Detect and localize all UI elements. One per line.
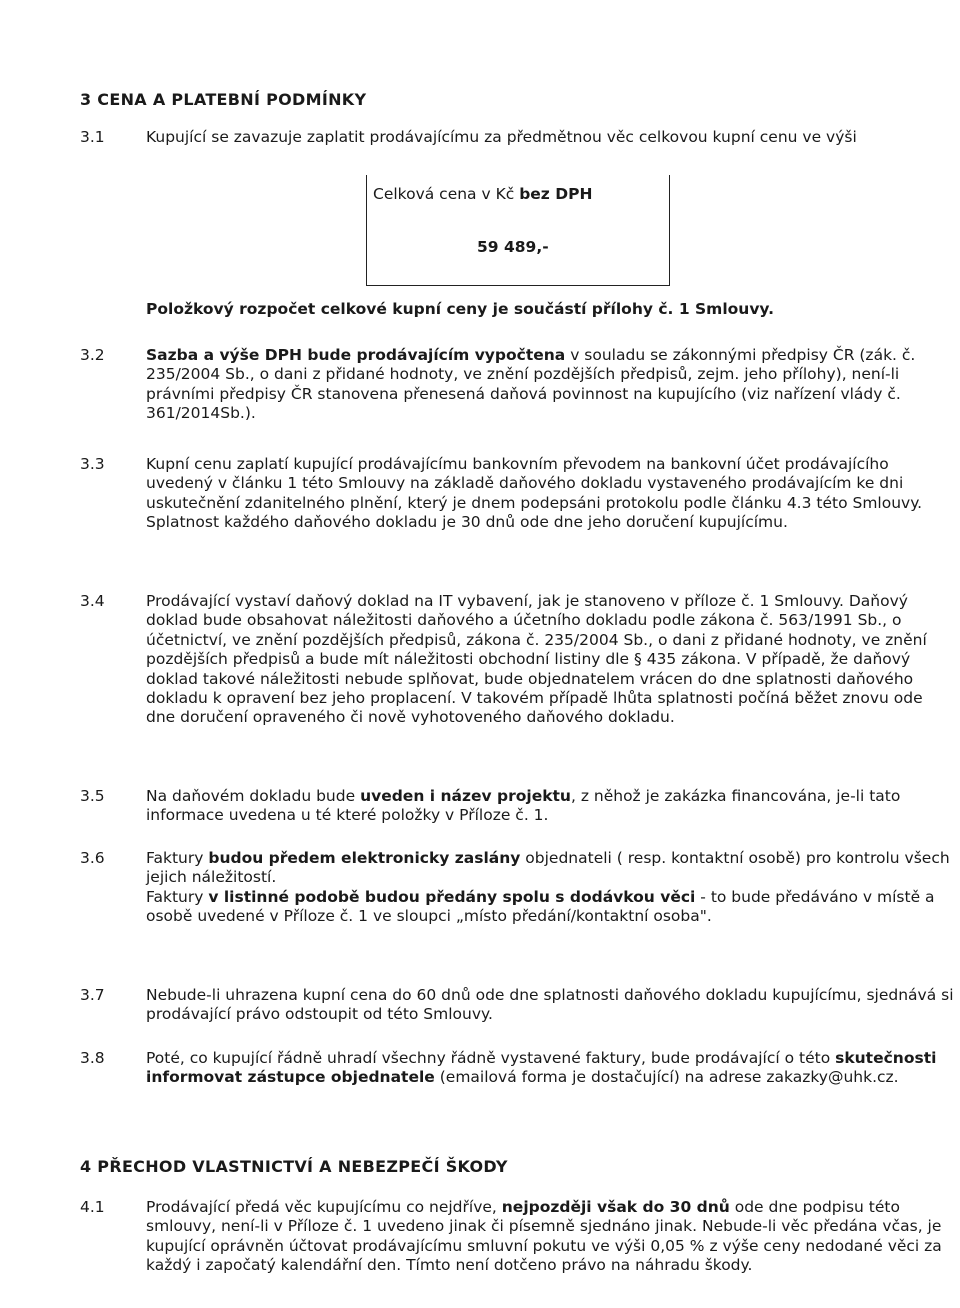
price-label <box>373 185 592 203</box>
budget-note-text: Položkový rozpočet celkové kupní ceny je součástí přílohy č. 1 Smlouvy. <box>146 300 774 318</box>
clause-number: 3.3 <box>80 455 105 473</box>
section-3-heading: 3 CENA A PLATEBNÍ PODMÍNKY <box>80 90 367 109</box>
clause-number: 3.7 <box>80 986 105 1004</box>
clause-post: - to bude předáváno v místě a osobě uvedené v Příloze č. 1 ve sloupci „místo předání/kontaktní osoba". <box>146 887 935 926</box>
clause-4-1 <box>80 1198 956 1276</box>
clause-number: 3.1 <box>80 128 105 146</box>
clause-post: ode dne podpisu této smlouvy, není-li v Příloze č. 1 uvedeno jinak či písemně sjednáno jinak. Nebude-li věc předána včas, je kupující oprávněn účtovat prodávajícímu smluvní pokutu ve výši 0,05 % z výše ceny nedodané věci za každý i započatý kalendářní den. Tímto není dotčeno právo na náhradu škody. <box>146 1198 942 1275</box>
clause-3-3 <box>80 455 956 533</box>
clause-pre: Na daňovém dokladu bude <box>146 787 361 805</box>
clause-pre: Faktury <box>146 849 209 867</box>
clause-post: (emailová forma je dostačující) na adrese zakazky@uhk.cz. <box>434 1068 899 1087</box>
clause-number: 4.1 <box>80 1198 105 1216</box>
clause-post: , z něhož je zakázka financována, je-li tato informace uvedena u té které položky v Příloze č. 1. <box>146 787 901 825</box>
clause-text-2 <box>146 888 956 927</box>
price-label-text: Celková cena v Kč <box>373 185 520 203</box>
clause-3-6 <box>80 849 956 927</box>
price-amount: 59 489,- <box>477 238 549 256</box>
clause-3-4 <box>80 592 956 728</box>
clause-text: Prodávající vystaví daňový doklad na IT vybavení, jak je stanoveno v příloze č. 1 Smlouvy. Daňový doklad bude obsahovat náležitosti daňového a účetního dokladu podle zákona č. 563/1991 Sb., o účetnictví, ve znění pozdějších předpisů, zákona č. 235/2004 Sb., o dani z přidané hodnoty, ve znění pozdějších předpisů a bude mít náležitosti obchodní listiny dle § 435 zákona. V případě, že daňový doklad takové náležitosti nebude splňovat, bude objednatelem vrácen do dne splatnosti daňového dokladu k opravení bez jeho proplacení. V takovém případě lhůta splatnosti počíná běžet znovu ode dne doručení opraveného či nově vyhotoveného daňového dokladu. <box>146 592 927 727</box>
clause-text: Nebude-li uhrazena kupní cena do 60 dnů ode dne splatnosti daňového dokladu kupujícímu, sjednává si prodávající právo odstoupit od této Smlouvy. <box>146 986 954 1024</box>
clause-post: objednateli ( resp. kontaktní osobě) pro kontrolu všech jejich náležitostí. <box>146 849 950 887</box>
budget-note <box>146 300 774 318</box>
clause-bold: v listinné podobě budou předány spolu s dodávkou věci <box>208 887 696 906</box>
clause-rest: v souladu se zákonnými předpisy ČR (zák. č. 235/2004 Sb., o dani z přidané hodnoty, ve znění pozdějších předpisů, zejm. jeho přílohy), není-li právními předpisy ČR stanovena přenesená daňová povinnost na kupujícího (viz nařízení vlády č. 361/2014Sb.). <box>146 346 916 423</box>
section-4-heading: 4 PŘECHOD VLASTNICTVÍ A NEBEZPEČÍ ŠKODY <box>80 1157 508 1176</box>
clause-number: 3.8 <box>80 1049 105 1067</box>
clause-bold: nejpozději však do 30 dnů <box>501 1198 730 1216</box>
clause-text <box>146 1049 956 1088</box>
clause-text-1 <box>146 849 956 888</box>
clause-text <box>146 787 956 826</box>
clause-number: 3.6 <box>80 849 105 867</box>
clause-text: Kupující se zavazuje zaplatit prodávajícímu za předmětnou věc celkovou kupní cenu ve výši <box>146 128 857 146</box>
clause-3-7 <box>80 986 956 1025</box>
clause-number: 3.4 <box>80 592 105 610</box>
clause-pre: Prodávající předá věc kupujícímu co nejdříve, <box>146 1198 502 1216</box>
clause-text <box>146 346 956 424</box>
clause-text: Kupní cenu zaplatí kupující prodávajícímu bankovním převodem na bankovní účet prodávajícího uvedený v článku 1 této Smlouvy na základě daňového dokladu vystaveného prodávajícím ke dni uskutečnění zdanitelného plnění, který je dnem podepsáni protokolu podle článku 4.3 této Smlouvy. Splatnost každého daňového dokladu je 30 dnů ode dne jeho doručení kupujícímu. <box>146 455 923 532</box>
clause-3-8 <box>80 1049 956 1088</box>
clause-bold: Sazba a výše DPH bude prodávajícím vypočtena <box>146 346 566 364</box>
clause-bold: uveden i název projektu <box>360 787 571 805</box>
price-box <box>366 175 670 286</box>
clause-number: 3.5 <box>80 787 105 805</box>
clause-bold: budou předem elektronicky zaslány <box>208 849 521 867</box>
clause-3-5 <box>80 787 956 826</box>
price-label-bold: bez DPH <box>519 185 593 203</box>
clause-number: 3.2 <box>80 346 105 364</box>
clause-pre: Poté, co kupující řádně uhradí všechny řádně vystavené faktury, bude prodávající o této <box>146 1049 836 1067</box>
clause-3-2 <box>80 346 956 424</box>
clause-3-1 <box>80 128 956 147</box>
clause-text <box>146 1198 956 1276</box>
clause-bold: skutečnosti informovat zástupce objednatele <box>146 1049 937 1087</box>
clause-pre: Faktury <box>146 887 209 906</box>
